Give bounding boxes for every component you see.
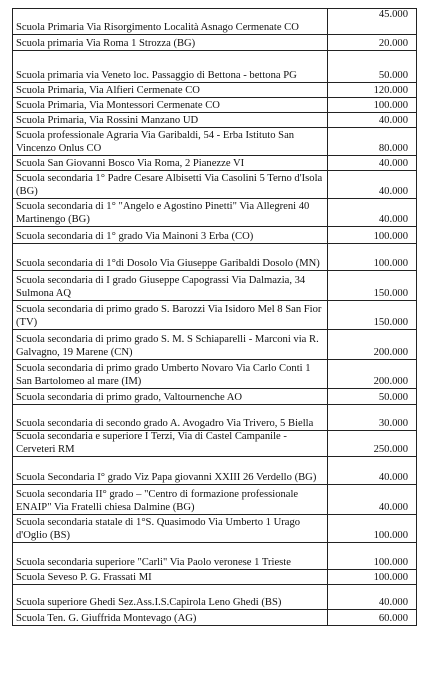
school-name-cell: Scuola secondaria 1° Padre Cesare Albisetti Via Casolini 5 Terno d'Isola (BG) (13, 171, 328, 199)
amount-cell: 100.000 (328, 515, 417, 543)
school-name-cell: Scuola secondaria di primo grado S. M. S Schiaparelli - Marconi via R. Galvagno, 19 Marene (CN) (13, 330, 328, 360)
school-name-cell: Scuola primaria via Veneto loc. Passaggio di Bettona - bettona PG (13, 51, 328, 83)
amount-cell: 40.000 (328, 485, 417, 515)
table-row (13, 405, 417, 431)
school-name-cell: Scuola secondaria superiore "Carli" Via Paolo veronese 1 Trieste (13, 543, 328, 570)
amount-cell: 120.000 (328, 83, 417, 98)
amount-cell: 30.000 (328, 405, 417, 431)
amount-cell: 200.000 (328, 330, 417, 360)
amount-cell: 100.000 (328, 98, 417, 113)
table-body (13, 9, 417, 626)
table-row (13, 35, 417, 51)
school-name-cell: Scuola secondaria di primo grado, Valtournenche AO (13, 389, 328, 405)
amount-cell: 250.000 (328, 431, 417, 457)
school-name-cell: Scuola professionale Agraria Via Garibaldi, 54 - Erba Istituto San Vincenzo Onlus CO (13, 128, 328, 156)
amount-cell: 100.000 (328, 244, 417, 271)
amount-cell: 200.000 (328, 360, 417, 389)
school-name-cell: Scuola primaria Via Roma 1 Strozza (BG) (13, 35, 328, 51)
amount-cell: 100.000 (328, 570, 417, 585)
table-row (13, 199, 417, 227)
table-row (13, 98, 417, 113)
table-row (13, 543, 417, 570)
school-name-cell: Scuola Primaria, Via Alfieri Cermenate CO (13, 83, 328, 98)
school-name-cell: Scuola secondaria di 1° grado Via Mainoni 3 Erba (CO) (13, 227, 328, 244)
table-row (13, 610, 417, 626)
table-row (13, 570, 417, 585)
school-name-cell: Scuola Primaria, Via Rossini Manzano UD (13, 113, 328, 128)
table-row (13, 271, 417, 301)
school-name-cell: Scuola secondaria e superiore I Terzi, Via di Castel Campanile - Cerveteri RM (13, 431, 328, 457)
school-name-cell: Scuola Ten. G. Giuffrida Montevago (AG) (13, 610, 328, 626)
table-row (13, 431, 417, 457)
amount-cell: 50.000 (328, 389, 417, 405)
amount-cell: 150.000 (328, 301, 417, 330)
amount-cell: 40.000 (328, 199, 417, 227)
amount-cell: 60.000 (328, 610, 417, 626)
amount-cell: 80.000 (328, 128, 417, 156)
school-name-cell: Scuola secondaria di 1°di Dosolo Via Giuseppe Garibaldi Dosolo (MN) (13, 244, 328, 271)
amount-cell: 100.000 (328, 227, 417, 244)
school-name-cell: Scuola Seveso P. G. Frassati MI (13, 570, 328, 585)
table-row (13, 457, 417, 485)
school-name-cell: Scuola Secondaria I° grado Viz Papa giovanni XXIII 26 Verdello (BG) (13, 457, 328, 485)
table-row (13, 171, 417, 199)
table-row (13, 128, 417, 156)
amount-cell: 40.000 (328, 171, 417, 199)
amount-cell: 100.000 (328, 543, 417, 570)
amount-cell: 40.000 (328, 156, 417, 171)
amount-cell: 150.000 (328, 271, 417, 301)
table-row (13, 585, 417, 610)
amount-cell: 45.000 (328, 9, 417, 35)
school-name-cell: Scuola secondaria di primo grado Umberto Novaro Via Carlo Conti 1 San Bartolomeo al mare (IM) (13, 360, 328, 389)
amount-cell: 40.000 (328, 113, 417, 128)
school-name-cell: Scuola Primaria Via Risorgimento Località Asnago Cermenate CO (13, 9, 328, 35)
amount-cell: 40.000 (328, 457, 417, 485)
table-row (13, 330, 417, 360)
school-name-cell: Scuola secondaria di secondo grado A. Avogadro Via Trivero, 5 Biella (13, 405, 328, 431)
school-name-cell: Scuola secondaria II° grado – "Centro di formazione professionale ENAIP" Via Fratelli chiesa Dalmine (BG) (13, 485, 328, 515)
amount-cell: 50.000 (328, 51, 417, 83)
school-name-cell: Scuola secondaria statale di 1°S. Quasimodo Via Umberto 1 Urago d'Oglio (BS) (13, 515, 328, 543)
document-page (12, 8, 416, 626)
schools-funding-table (12, 8, 417, 626)
table-row (13, 389, 417, 405)
amount-cell: 20.000 (328, 35, 417, 51)
school-name-cell: Scuola San Giovanni Bosco Via Roma, 2 Pianezze VI (13, 156, 328, 171)
table-row (13, 515, 417, 543)
school-name-cell: Scuola secondaria di 1° "Angelo e Agostino Pinetti" Via Allegreni 40 Martinengo (BG) (13, 199, 328, 227)
table-row (13, 51, 417, 83)
school-name-cell: Scuola superiore Ghedi Sez.Ass.I.S.Capirola Leno Ghedi (BS) (13, 585, 328, 610)
amount-cell: 40.000 (328, 585, 417, 610)
table-row (13, 113, 417, 128)
table-row (13, 301, 417, 330)
table-row (13, 227, 417, 244)
table-row (13, 9, 417, 35)
table-row (13, 360, 417, 389)
table-row (13, 244, 417, 271)
school-name-cell: Scuola Primaria, Via Montessori Cermenate CO (13, 98, 328, 113)
table-row (13, 485, 417, 515)
school-name-cell: Scuola secondaria di primo grado S. Barozzi Via Isidoro Mel 8 San Fior (TV) (13, 301, 328, 330)
table-row (13, 83, 417, 98)
table-row (13, 156, 417, 171)
school-name-cell: Scuola secondaria di I grado Giuseppe Capograssi Via Dalmazia, 34 Sulmona AQ (13, 271, 328, 301)
